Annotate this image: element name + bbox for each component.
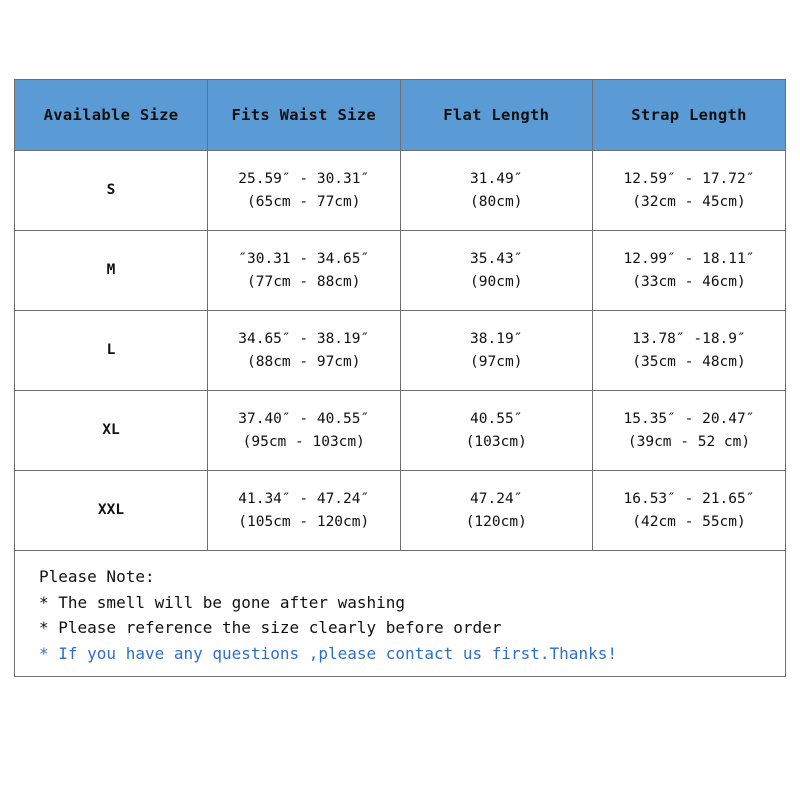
size-label: M [15,231,208,311]
waist-cell [208,311,401,391]
note-item: * The smell will be gone after washing [39,592,406,612]
header-flat-length: Flat Length [400,80,593,151]
waist-cell [208,151,401,231]
strap-length-cm: (39cm - 52 cm) [627,433,751,450]
flat-length-cm: (97cm) [470,353,523,370]
waist-inches: 25.59″ - 30.31″ [238,170,370,187]
waist-cm: (65cm - 77cm) [247,193,361,210]
strap-length-inches: 13.78″ -18.9″ [632,330,746,347]
waist-cm: (95cm - 103cm) [242,433,365,450]
flat-length-cell [400,231,593,311]
size-label: XL [15,391,208,471]
size-label: L [15,311,208,391]
strap-length-cell [593,231,786,311]
flat-length-cm: (90cm) [470,273,523,290]
size-table [15,80,785,551]
strap-length-inches: 15.35″ - 20.47″ [623,410,755,427]
strap-length-cm: (33cm - 46cm) [632,273,746,290]
flat-length-cell [400,471,593,551]
waist-cm: (88cm - 97cm) [247,353,361,370]
waist-cell [208,231,401,311]
size-label: S [15,151,208,231]
strap-length-cell [593,311,786,391]
table-row [15,311,785,391]
waist-cell [208,471,401,551]
strap-length-cell [593,151,786,231]
table-row [15,391,785,471]
flat-length-cell [400,391,593,471]
strap-length-inches: 12.99″ - 18.11″ [623,250,755,267]
waist-inches: 37.40″ - 40.55″ [238,410,370,427]
size-chart [14,79,786,677]
table-row [15,231,785,311]
flat-length-cm: (120cm) [465,513,527,530]
note-item-contact: * If you have any questions ,please contact us first.Thanks! [39,643,617,663]
strap-length-cm: (35cm - 48cm) [632,353,746,370]
header-strap-length: Strap Length [593,80,786,151]
strap-length-cell [593,471,786,551]
flat-length-inches: 35.43″ [470,250,523,267]
flat-length-inches: 38.19″ [470,330,523,347]
strap-length-inches: 16.53″ - 21.65″ [623,490,755,507]
flat-length-inches: 47.24″ [470,490,523,507]
flat-length-inches: 31.49″ [470,170,523,187]
waist-inches: 41.34″ - 47.24″ [238,490,370,507]
waist-inches: 34.65″ - 38.19″ [238,330,370,347]
flat-length-inches: 40.55″ [470,410,523,427]
header-available-size: Available Size [15,80,208,151]
strap-length-cm: (42cm - 55cm) [632,513,746,530]
flat-length-cm: (80cm) [470,193,523,210]
size-label: XXL [15,471,208,551]
table-row [15,471,785,551]
waist-cm: (77cm - 88cm) [247,273,361,290]
table-header-row [15,80,785,151]
strap-length-cell [593,391,786,471]
strap-length-cm: (32cm - 45cm) [632,193,746,210]
notes-title: Please Note: [39,567,155,586]
waist-inches: ″30.31 - 34.65″ [238,250,370,267]
notes-section [39,564,617,666]
table-row [15,151,785,231]
flat-length-cell [400,151,593,231]
header-waist-size: Fits Waist Size [208,80,401,151]
waist-cell [208,391,401,471]
flat-length-cm: (103cm) [465,433,527,450]
waist-cm: (105cm - 120cm) [238,513,370,530]
strap-length-inches: 12.59″ - 17.72″ [623,170,755,187]
note-item: * Please reference the size clearly before order [39,618,502,637]
flat-length-cell [400,311,593,391]
